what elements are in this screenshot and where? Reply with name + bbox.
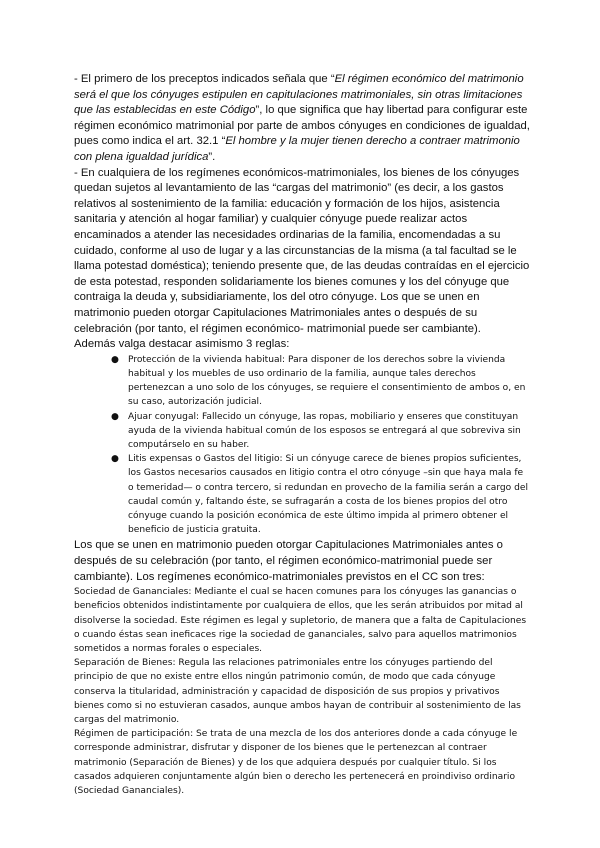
rules-list [74, 353, 530, 538]
paragraph-regimenes: Los que se unen en matrimonio pueden otorgar Capitulaciones Matrimoniales antes o después de su celebración (por tanto, el régimen económico-matrimonial puede ser cambiante). Los regímenes económico-matrimoniales previstos en el CC son tres: [74, 539, 503, 583]
para1-middle: ”, lo que significa que hay libertad para configurar este régimen económico matrimonial por parte de ambos cónyuges en condiciones de igualdad, pues como indica el art. 32.1 “ [74, 104, 530, 148]
para1-quote2: El hombre y la mujer tienen derecho a contraer matrimonio con plena igualdad jurídica [74, 135, 520, 163]
para1-start: - El primero de los preceptos indicados señala que “ [74, 73, 335, 85]
bullet-icon: ● [111, 411, 119, 422]
para1-quote: El régimen económico del matrimonio será el que los cónyuges estipulen en capitulaciones matrimoniales, sin otras limitaciones que las establecidas en este Código [74, 73, 524, 117]
rule-text: Ajuar conyugal: Fallecido un cónyuge, las ropas, mobiliario y enseres que constituyan ayuda de la vivienda habitual común de los esposos se entregará al que sobreviva sin computárselo en su haber. [128, 411, 521, 450]
paragraph-precepts [74, 72, 530, 166]
regime-participacion: Régimen de participación: Se trata de una mezcla de los dos anteriores donde a cada cónyuge le corresponde administrar, disfrutar y disponer de los bienes que le pertenezcan al contraer matrimonio (Separación de Bienes) y de los que adquiera después por cualquier título. Si los casados adquieren conjuntamente algún bien o derecho les pertenecerá en proindiviso ordinario (Sociedad Gananciales). [74, 729, 518, 796]
reglas-intro: Además valga destacar asimismo 3 reglas: [74, 338, 290, 351]
rule-item [111, 410, 530, 453]
rule-text: Litis expensas o Gastos del litigio: Si un cónyuge carece de bienes propios suficientes, los Gastos necesarios causados en litigio contra el otro cónyuge –sin que haya mala fe o temeridad— o contra tercero, si redundan en provecho de la familia serán a cargo del caudal común y, faltando éste, se sufragarán a costa de los bienes propios del otro cónyuge cuando la posición económica de este último impida al primero obtener el beneficio de justicia gratuita. [128, 454, 529, 536]
regime-separacion: Separación de Bienes: Regula las relaciones patrimoniales entre los cónyuges partiendo del principio de que no existe entre ellos ningún patrimonio común, de modo que cada cónyuge conserva la titularidad, administración y capacidad de disposición de sus propios y privativos bienes como si no estuvieran casados, aunque ambos hayan de contribuir al sostenimiento de las cargas del matrimonio. [74, 658, 521, 725]
rule-text: Protección de la vivienda habitual: Para disponer de los derechos sobre la vivienda habitual y los muebles de uso ordinario de la familia, aunque tales derechos pertenezcan a uno solo de los cónyuges, se requiere el consentimiento de ambos o, en su caso, autorización judicial. [128, 354, 526, 408]
paragraph-cargas: - En cualquiera de los regímenes económicos-matrimoniales, los bienes de los cónyuges quedan sujetos al levantamiento de las “cargas del matrimonio” (es decir, a los gastos relativos al sostenimiento de la familia: educación y formación de los hijos, asistencia sanitaria y atención al hogar familiar) y cualquier cónyuge puede realizar actos encaminados a atender las necesidades ordinarias de la familia, encomendadas a su cuidado, conforme al uso de lugar y a las circunstancias de la misma (a tal facultad se le llama potestad doméstica); teniendo presente que, de las deudas contraídas en el ejercicio de esta potestad, responden solidariamente los bienes comunes y los del cónyuge que contraiga la deuda y, subsidiariamente, los del otro cónyuge. Los que se unen en matrimonio pueden otorgar Capitulaciones Matrimoniales antes o después de su celebración (por tanto, el régimen económico- matrimonial puede ser cambiante). [74, 166, 530, 335]
bullet-icon: ● [111, 354, 119, 365]
rule-item [111, 452, 530, 537]
document-body [74, 72, 530, 798]
rule-item [111, 353, 530, 410]
bullet-icon: ● [111, 454, 119, 465]
para1-end: ”. [208, 150, 216, 163]
regime-gananciales: Sociedad de Gananciales: Mediante el cual se hacen comunes para los cónyuges las ganancias o beneficios obtenidos indistintamente por cualquiera de ellos, que les serán atribuidos por mitad al disolverse la sociedad. Este régimen es legal y supletorio, de manera que a falta de Capitulaciones o cuando éstas sean ineficaces rige la sociedad de gananciales, salvo para aquellos matrimonios sometidos a normas forales o especiales. [74, 587, 527, 654]
